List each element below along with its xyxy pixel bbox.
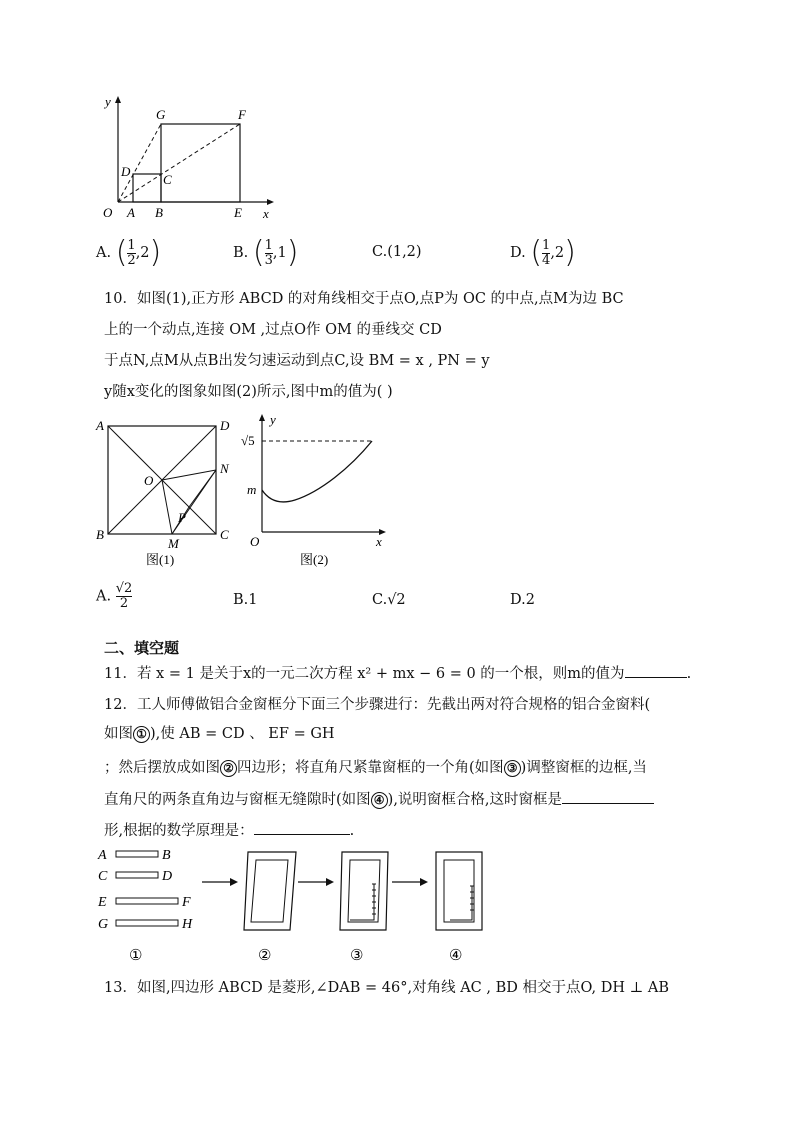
q13-text: 13．如图,四边形 ABCD 是菱形,∠DAB = 46°,对角线 AC , BD 相交于点O, DH ⊥ AB — [104, 980, 669, 996]
option-letter: C. — [372, 592, 388, 608]
fraction: $\frac{1}{2}$ — [127, 237, 136, 268]
option-letter: A. — [96, 245, 112, 261]
q10-option-b[interactable]: B.1 — [233, 592, 258, 608]
q9-option-c[interactable]: C.(1,2) — [372, 244, 422, 260]
q10-option-a[interactable] — [96, 582, 132, 611]
label-o: O — [144, 473, 154, 488]
label-y: y — [270, 412, 276, 427]
frame-4-inner — [444, 860, 474, 922]
q10-option-d[interactable]: D.2 — [510, 592, 535, 608]
label-m: M — [168, 536, 179, 551]
q10-figure-2-graph — [240, 412, 390, 572]
frame-4-outer — [436, 852, 482, 930]
label-n: N — [220, 461, 229, 476]
label-p: P — [178, 510, 186, 525]
option-letter: D. — [510, 245, 526, 261]
q9-option-a[interactable]: A. ( $\frac{1}{2}$ ,2) — [96, 235, 162, 270]
circled-1: ① — [133, 726, 150, 743]
bar-label-g: G — [98, 917, 109, 932]
large-square — [161, 124, 240, 202]
step-label-4: ④ — [449, 948, 463, 964]
label-f: F — [238, 107, 246, 122]
q10-option-c[interactable]: C.√2 — [372, 592, 406, 608]
q11-answer-blank[interactable] — [625, 663, 687, 678]
label-o: O — [103, 205, 113, 220]
fig2-caption: 图(2) — [300, 552, 329, 567]
option-letter: B. — [233, 245, 249, 261]
small-square — [133, 174, 161, 202]
x-axis-arrow — [267, 199, 274, 205]
bar-label-f: F — [182, 895, 191, 910]
circled-3: ③ — [504, 760, 521, 777]
label-c: C — [220, 527, 229, 542]
section-title-fill-in: 二、填空题 — [104, 639, 180, 657]
label-m: m — [247, 482, 257, 497]
bar-label-a: A — [98, 848, 107, 863]
label-o: O — [250, 534, 260, 549]
bar-ef — [116, 898, 178, 904]
step-label-3: ③ — [350, 948, 364, 964]
q12-line-5: 形,根据的数学原理是： . — [104, 819, 354, 840]
bar-label-e: E — [98, 895, 107, 910]
q10-line-1: 10．如图(1),正方形 ABCD 的对角线相交于点O,点P为 OC 的中点,点M为边 BC — [104, 291, 624, 307]
frame-2-inner — [251, 860, 288, 922]
bar-ab — [116, 851, 158, 857]
q9-coordinate-figure — [98, 92, 288, 227]
q9-option-d[interactable]: D. ( $\frac{1}{4}$ ,2) — [510, 235, 576, 270]
q12-answer-blank-1[interactable] — [562, 789, 654, 804]
label-x: x — [263, 206, 269, 221]
step-label-1: ① — [129, 948, 143, 964]
label-x: x — [376, 534, 382, 549]
circled-4: ④ — [371, 792, 388, 809]
q12-window-frame-figure — [94, 844, 514, 969]
fraction: $\frac{√2}{2}$ — [115, 581, 133, 611]
bar-label-h: H — [182, 917, 193, 932]
fraction: $\frac{1}{4}$ — [542, 237, 551, 268]
set-square-3 — [350, 884, 376, 920]
label-e: E — [234, 205, 242, 220]
frame-3-outer — [340, 852, 388, 930]
frame-3-inner — [348, 860, 380, 922]
q10-line-2: 上的一个动点,连接 OM ,过点O作 OM 的垂线交 CD — [104, 322, 442, 338]
label-sqrt5: √5 — [241, 433, 255, 448]
bar-cd — [116, 872, 158, 878]
arrow-3-head — [420, 878, 428, 886]
q9-option-b[interactable]: B. ( $\frac{1}{3}$ ,1) — [233, 235, 299, 270]
label-c: C — [163, 172, 172, 187]
label-g: G — [156, 107, 166, 122]
label-a: A — [96, 418, 104, 433]
q10-line-3: 于点N,点M从点B出发匀速运动到点C,设 BM = x , PN = y — [104, 353, 490, 369]
bar-label-c: C — [98, 869, 108, 884]
dashed-line-of — [118, 124, 240, 202]
arrow-1-head — [230, 878, 238, 886]
curve-y-of-x — [262, 441, 372, 502]
set-square-4 — [450, 886, 474, 920]
option-letter: A. — [96, 588, 112, 605]
q11-text: 11．若 x = 1 是关于x的一元二次方程 x² + mx − 6 = 0 的一个根，则m的值为 . — [104, 662, 691, 683]
step-label-2: ② — [258, 948, 272, 964]
arrow-2-head — [326, 878, 334, 886]
circled-2: ② — [220, 760, 237, 777]
y-axis-arrow — [259, 414, 265, 421]
q10-figure-1-square — [92, 412, 242, 572]
y-axis-arrow — [115, 96, 121, 103]
bar-label-d: D — [162, 869, 173, 884]
fraction: $\frac{1}{3}$ — [264, 237, 273, 268]
label-d: D — [220, 418, 230, 433]
fig1-caption: 图(1) — [146, 552, 175, 567]
label-d: D — [121, 164, 131, 179]
q12-line-2: 如图 ① ),使 AB = CD 、 EF = GH — [104, 726, 335, 742]
bar-label-b: B — [162, 848, 171, 863]
q12-line-1: 12．工人师傅做铝合金窗框分下面三个步骤进行：先截出两对符合规格的铝合金窗料( — [104, 697, 651, 713]
label-a: A — [127, 205, 135, 220]
label-y: y — [105, 94, 111, 109]
bar-gh — [116, 920, 178, 926]
label-b: B — [96, 527, 104, 542]
q12-line-4: 直角尺的两条直角边与窗框无缝隙时(如图 ④ ),说明窗框合格,这时窗框是 — [104, 788, 654, 809]
label-b: B — [155, 205, 163, 220]
dashed-line-og — [118, 124, 161, 202]
q12-line-3: ；然后摆放成如图 ② 四边形；将直角尺紧靠窗框的一个角(如图 ③ )调整窗框的边框,当 — [104, 760, 647, 776]
option-letter: C. — [372, 244, 388, 260]
q10-line-4: y随x变化的图象如图(2)所示,图中m的值为( ) — [104, 384, 393, 400]
q12-answer-blank-2[interactable] — [254, 820, 350, 835]
